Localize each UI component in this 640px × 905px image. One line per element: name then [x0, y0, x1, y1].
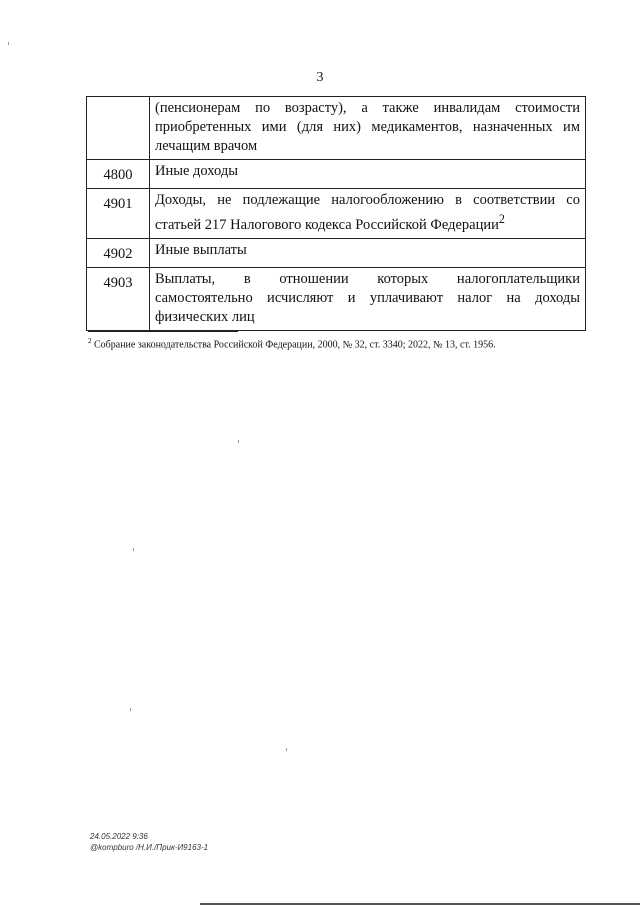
description-cell: (пенсионерам по возрасту), а также инвалидам стоимости приобретенных ими (для них) медикаментов, назначенных им лечащим врачом — [150, 97, 586, 160]
footnote-reference: 2 — [498, 212, 505, 226]
footnote-mark: 2 — [88, 337, 92, 345]
code-cell: 4800 — [87, 160, 150, 189]
scan-speck — [238, 440, 239, 443]
description-cell — [150, 189, 586, 239]
code-cell: 4903 — [87, 267, 150, 330]
code-cell: 4901 — [87, 189, 150, 239]
footnote-divider — [88, 331, 238, 332]
page-number: 3 — [316, 70, 324, 85]
scan-speck — [286, 748, 287, 751]
scan-speck — [8, 42, 9, 45]
table-row — [87, 97, 586, 160]
print-reference-stamp: @kompburo /Н.И./Прик-И9163-1 — [90, 843, 209, 852]
description-text: Доходы, не подлежащие налогообложению в соответствии со статьей 217 Налогового кодекса Российской Федерации — [155, 192, 580, 233]
code-cell — [87, 97, 150, 160]
table-row — [87, 238, 586, 267]
description-cell: Иные выплаты — [150, 238, 586, 267]
table-row — [87, 160, 586, 189]
description-cell: Иные доходы — [150, 160, 586, 189]
table-row — [87, 189, 586, 239]
code-cell: 4902 — [87, 238, 150, 267]
description-cell: Выплаты, в отношении которых налогоплательщики самостоятельно исчисляют и уплачивают налог на доходы физических лиц — [150, 267, 586, 330]
scan-speck — [133, 548, 134, 551]
table-row — [87, 267, 586, 330]
print-date-stamp: 24.05.2022 9:36 — [90, 832, 148, 841]
footnote-text: Собрание законодательства Российской Федерации, 2000, № 32, ст. 3340; 2022, № 13, ст. 1956. — [94, 339, 496, 351]
income-codes-table — [86, 96, 586, 331]
footnote — [88, 337, 588, 350]
scan-speck — [130, 708, 131, 711]
